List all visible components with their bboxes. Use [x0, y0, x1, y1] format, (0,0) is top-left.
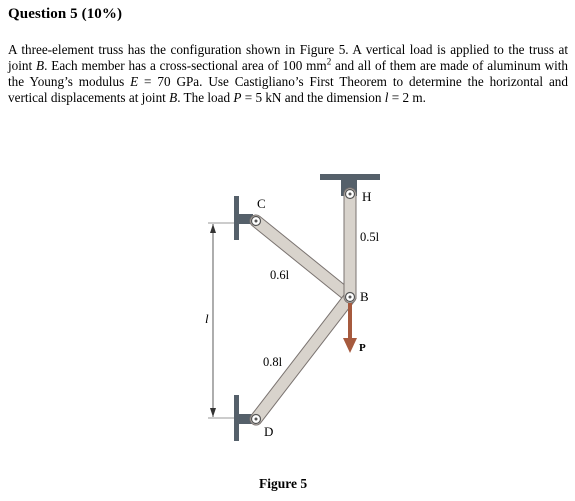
- load-symbol: P: [233, 90, 242, 105]
- dimension-symbol: l: [384, 90, 389, 105]
- problem-text: and all of them are made of aluminum with the Young’s modulus: [8, 58, 569, 89]
- problem-text: = 5 kN and the dimension: [241, 90, 385, 105]
- member-label-bh: 0.5l: [360, 230, 380, 244]
- pin-c: [252, 217, 261, 226]
- problem-text: = 70 GPa. Use Castigliano’s First Theorem to determine the horizontal and vertical displacements at joint: [8, 74, 568, 105]
- wall-support-c: [234, 196, 253, 240]
- problem-text: A three-element truss has the configuration shown in Figure 5. A vertical load is applied to the truss at joint: [8, 42, 568, 73]
- joint-b-symbol: B: [36, 58, 45, 73]
- member-label-bd: 0.8l: [263, 355, 283, 369]
- area-exponent: 2: [326, 56, 332, 67]
- joint-label-c: C: [257, 196, 266, 211]
- joint-label-d: D: [264, 424, 274, 439]
- member-label-bc: 0.6l: [270, 268, 290, 282]
- problem-text: . Each member has a cross-sectional area of 100 mm: [44, 58, 327, 73]
- pin-h: [346, 190, 355, 199]
- dimension-line: [208, 223, 240, 418]
- pin-b: [346, 293, 355, 302]
- question-title: Question 5 (10%): [8, 6, 123, 22]
- figure-caption: Figure 5: [259, 476, 308, 491]
- problem-text: . The load: [177, 90, 234, 105]
- joint-label-h: H: [362, 189, 372, 204]
- dimension-label: l: [205, 311, 209, 326]
- pin-d: [252, 415, 261, 424]
- problem-text: = 2 m.: [388, 90, 426, 105]
- joint-b-symbol: B: [169, 90, 178, 105]
- joint-label-b: B: [360, 289, 369, 304]
- load-label: P: [359, 342, 366, 354]
- youngs-modulus-symbol: E: [130, 74, 139, 89]
